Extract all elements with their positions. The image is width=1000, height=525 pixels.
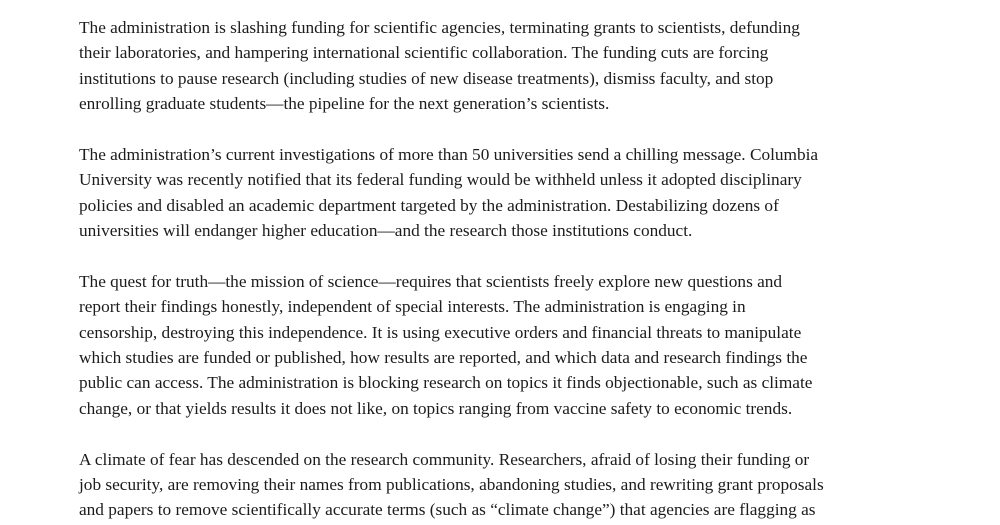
- text-line: institutions to pause research (including studies of new disease treatments), dismiss faculty, and stop: [79, 68, 774, 88]
- text-line: their laboratories, and hampering international scientific collaboration. The funding cuts are forcing: [79, 43, 769, 63]
- text-line: The administration is slashing funding for scientific agencies, terminating grants to scientists, defunding: [79, 18, 800, 37]
- text-line: public can access. The administration is blocking research on topics it finds objectionable, such as climate: [79, 373, 813, 393]
- text-line: universities will endanger higher education—and the research those institutions conduct.: [79, 221, 693, 241]
- paragraph-funding-cuts: [79, 15, 939, 117]
- text-line: University was recently notified that its federal funding would be withheld unless it adopted disciplinary: [79, 170, 802, 190]
- text-line: policies and disabled an academic department targeted by the administration. Destabilizing dozens of: [79, 195, 779, 215]
- paragraph-censorship: [79, 269, 939, 421]
- text-line: report their findings honestly, independent of special interests. The administration is engaging in: [79, 297, 746, 317]
- text-line: The administration’s current investigations of more than 50 universities send a chilling message. Columbia: [79, 144, 819, 164]
- text-line: A climate of fear has descended on the research community. Researchers, afraid of losing their funding or: [79, 449, 810, 469]
- text-line: and papers to remove scientifically accurate terms (such as “climate change”) that agencies are flagging as: [79, 500, 816, 520]
- text-line: change, or that yields results it does not like, on topics ranging from vaccine safety to economic trends.: [79, 398, 793, 418]
- document-body: [79, 15, 939, 525]
- text-line: censorship, destroying this independence. It is using executive orders and financial threats to manipulate: [79, 322, 802, 342]
- paragraph-climate-of-fear: [79, 447, 939, 523]
- text-line: The quest for truth—the mission of science—requires that scientists freely explore new questions and: [79, 271, 783, 291]
- text-line: enrolling graduate students—the pipeline for the next generation’s scientists.: [79, 94, 610, 114]
- paragraph-university-investigations: [79, 142, 939, 244]
- text-line: which studies are funded or published, how results are reported, and which data and research findings the: [79, 348, 808, 368]
- text-line: job security, are removing their names from publications, abandoning studies, and rewriting grant proposals: [79, 475, 824, 495]
